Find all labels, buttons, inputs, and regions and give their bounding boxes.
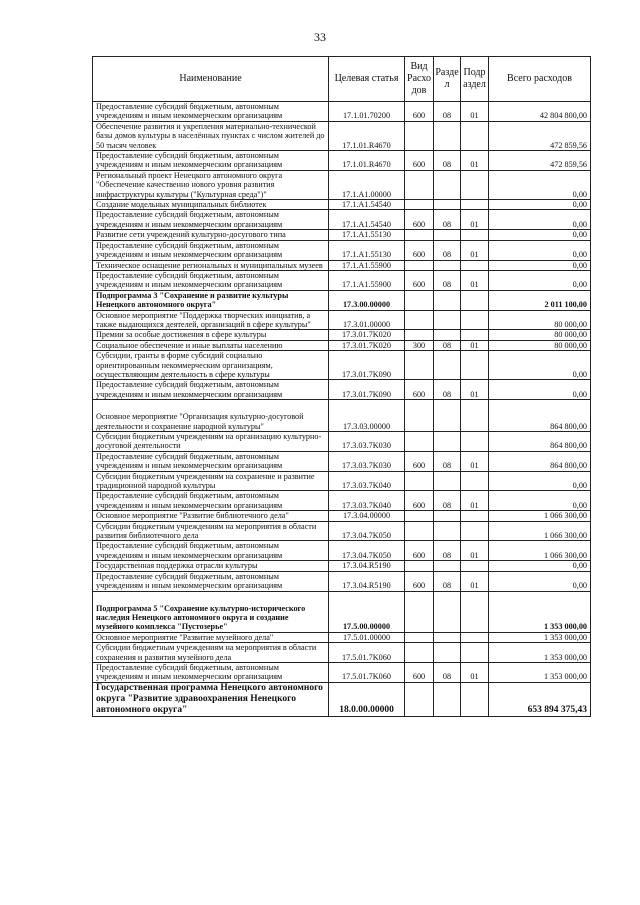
row-name-cell: Субсидии, гранты в форме субсидий социально ориентированным некоммерческим организациям, осуществляющим деятельность в сфере культуры xyxy=(93,351,329,380)
row-section-cell xyxy=(434,682,461,716)
row-target-article-cell: 17.3.03.7K040 xyxy=(329,491,405,511)
row-name-cell: Субсидии бюджетным учреждениям на мероприятия в области развития библиотечного дела xyxy=(93,521,329,541)
header-name: Наименование xyxy=(93,57,329,102)
row-subsection-cell xyxy=(461,471,489,491)
row-total-cell: 0,00 xyxy=(489,561,591,571)
table-row xyxy=(93,170,591,199)
row-name-cell: Региональный проект Ненецкого автономного округа "Обеспечение качественно нового уровня развития инфраструктуры культуры ("Культурная среда")" xyxy=(93,170,329,199)
row-subsection-cell: 01 xyxy=(461,662,489,682)
row-section-cell: 08 xyxy=(434,451,461,471)
row-target-article-cell: 17.3.03.7K030 xyxy=(329,451,405,471)
row-subsection-cell xyxy=(461,643,489,663)
table-row xyxy=(93,591,591,632)
row-subsection-cell xyxy=(461,511,489,521)
row-section-cell xyxy=(434,290,461,310)
row-subsection-cell: 01 xyxy=(461,240,489,260)
row-total-cell: 0,00 xyxy=(489,210,591,230)
row-subsection-cell xyxy=(461,121,489,150)
table-row xyxy=(93,290,591,310)
table-row xyxy=(93,102,591,122)
row-expense-type-cell: 600 xyxy=(405,210,434,230)
header-section: Разде л xyxy=(434,57,461,102)
table-row xyxy=(93,260,591,270)
row-target-article-cell: 17.1.A1.55900 xyxy=(329,270,405,290)
table-row xyxy=(93,121,591,150)
row-name-cell: Предоставление субсидий бюджетным, автономным учреждениям и иным некоммерческим организациям xyxy=(93,210,329,230)
row-subsection-cell xyxy=(461,230,489,240)
header-target-article: Целевая статья xyxy=(329,57,405,102)
row-name-cell: Предоставление субсидий бюджетным, автономным учреждениям и иным некоммерческим организациям xyxy=(93,541,329,561)
row-expense-type-cell xyxy=(405,591,434,632)
row-name-cell: Основное мероприятие "Организация культурно-досуговой деятельности и сохранение народной культуры" xyxy=(93,400,329,432)
row-section-cell xyxy=(434,230,461,240)
row-expense-type-cell xyxy=(405,632,434,642)
row-section-cell: 08 xyxy=(434,210,461,230)
table-row xyxy=(93,400,591,432)
table-row xyxy=(93,200,591,210)
row-subsection-cell xyxy=(461,521,489,541)
table-row xyxy=(93,340,591,350)
row-target-article-cell: 17.1.01.R4670 xyxy=(329,121,405,150)
table-row xyxy=(93,432,591,452)
row-name-cell: Обеспечение развития и укрепления материально-технической базы домов культуры в населённых пунктах с числом жителей до 50 тысяч человек xyxy=(93,121,329,150)
row-total-cell: 0,00 xyxy=(489,260,591,270)
row-subsection-cell: 01 xyxy=(461,380,489,400)
table-row xyxy=(93,662,591,682)
row-expense-type-cell xyxy=(405,200,434,210)
row-name-cell: Субсидии бюджетным учреждениям на организацию культурно-досуговой деятельности xyxy=(93,432,329,452)
row-subsection-cell xyxy=(461,682,489,716)
row-expense-type-cell: 600 xyxy=(405,240,434,260)
row-target-article-cell: 17.1.01.R4670 xyxy=(329,151,405,171)
table-row xyxy=(93,571,591,591)
table-row xyxy=(93,511,591,521)
table-row xyxy=(93,682,591,716)
row-expense-type-cell: 600 xyxy=(405,151,434,171)
table-row xyxy=(93,521,591,541)
row-expense-type-cell xyxy=(405,330,434,340)
row-expense-type-cell xyxy=(405,471,434,491)
row-target-article-cell: 17.3.04.R5190 xyxy=(329,571,405,591)
row-subsection-cell: 01 xyxy=(461,541,489,561)
row-total-cell: 80 000,00 xyxy=(489,340,591,350)
row-target-article-cell: 17.1.A1.55900 xyxy=(329,260,405,270)
row-name-cell: Предоставление субсидий бюджетным, автономным учреждениям и иным некоммерческим организациям xyxy=(93,151,329,171)
table-row xyxy=(93,330,591,340)
table-row xyxy=(93,643,591,663)
row-target-article-cell: 17.1.A1.55130 xyxy=(329,230,405,240)
row-expense-type-cell: 600 xyxy=(405,270,434,290)
row-total-cell: 1 353 000,00 xyxy=(489,643,591,663)
row-name-cell: Техническое оснащение региональных и муниципальных музеев xyxy=(93,260,329,270)
table-header-row xyxy=(93,57,591,102)
row-name-cell: Государственная поддержка отрасли культуры xyxy=(93,561,329,571)
table-row xyxy=(93,451,591,471)
row-target-article-cell: 17.5.01.7K060 xyxy=(329,643,405,663)
row-expense-type-cell xyxy=(405,290,434,310)
row-section-cell xyxy=(434,310,461,330)
row-subsection-cell xyxy=(461,170,489,199)
row-total-cell: 864 800,00 xyxy=(489,451,591,471)
row-section-cell: 08 xyxy=(434,380,461,400)
table-row xyxy=(93,561,591,571)
row-target-article-cell: 17.5.01.00000 xyxy=(329,632,405,642)
row-total-cell: 472 859,56 xyxy=(489,151,591,171)
row-target-article-cell: 17.5.00.00000 xyxy=(329,591,405,632)
row-subsection-cell: 01 xyxy=(461,102,489,122)
row-subsection-cell xyxy=(461,632,489,642)
row-total-cell: 472 859,56 xyxy=(489,121,591,150)
row-total-cell: 1 066 300,00 xyxy=(489,521,591,541)
row-expense-type-cell xyxy=(405,643,434,663)
row-subsection-cell: 01 xyxy=(461,340,489,350)
row-expense-type-cell: 600 xyxy=(405,380,434,400)
row-subsection-cell xyxy=(461,351,489,380)
row-name-cell: Государственная программа Ненецкого автономного округа "Развитие здравоохранения Ненецкого автономного округа" xyxy=(93,682,329,716)
row-total-cell: 80 000,00 xyxy=(489,310,591,330)
row-expense-type-cell: 600 xyxy=(405,571,434,591)
page-number: 33 xyxy=(314,30,326,44)
row-target-article-cell: 18.0.00.00000 xyxy=(329,682,405,716)
row-name-cell: Основное мероприятие "Развитие музейного дела" xyxy=(93,632,329,642)
row-name-cell: Предоставление субсидий бюджетным, автономным учреждениям и иным некоммерческим организациям xyxy=(93,662,329,682)
row-total-cell: 0,00 xyxy=(489,351,591,380)
table-row xyxy=(93,632,591,642)
row-section-cell xyxy=(434,170,461,199)
row-total-cell: 0,00 xyxy=(489,240,591,260)
row-expense-type-cell: 600 xyxy=(405,491,434,511)
row-expense-type-cell xyxy=(405,511,434,521)
row-total-cell: 0,00 xyxy=(489,230,591,240)
row-subsection-cell: 01 xyxy=(461,151,489,171)
row-name-cell: Премии за особые достижения в сфере культуры xyxy=(93,330,329,340)
row-name-cell: Предоставление субсидий бюджетным, автономным учреждениям и иным некоммерческим организациям xyxy=(93,240,329,260)
row-name-cell: Развитие сети учреждений культурно-досугового типа xyxy=(93,230,329,240)
row-subsection-cell xyxy=(461,591,489,632)
row-target-article-cell: 17.3.01.7K090 xyxy=(329,380,405,400)
row-section-cell xyxy=(434,121,461,150)
row-subsection-cell xyxy=(461,310,489,330)
row-subsection-cell xyxy=(461,200,489,210)
row-name-cell: Основное мероприятие "Поддержка творческих инициатив, а также выдающихся деятелей, организаций в сфере культуры" xyxy=(93,310,329,330)
row-name-cell: Предоставление субсидий бюджетным, автономным учреждениям и иным некоммерческим организациям xyxy=(93,270,329,290)
row-expense-type-cell xyxy=(405,432,434,452)
row-expense-type-cell: 300 xyxy=(405,340,434,350)
row-name-cell: Субсидии бюджетным учреждениям на сохранение и развитие традиционной народной культуры xyxy=(93,471,329,491)
row-total-cell: 864 800,00 xyxy=(489,400,591,432)
table-row xyxy=(93,270,591,290)
row-total-cell: 1 066 300,00 xyxy=(489,511,591,521)
table-row xyxy=(93,151,591,171)
row-expense-type-cell xyxy=(405,260,434,270)
row-target-article-cell: 17.3.01.7K020 xyxy=(329,330,405,340)
row-total-cell: 653 894 375,43 xyxy=(489,682,591,716)
row-total-cell: 864 800,00 xyxy=(489,432,591,452)
row-section-cell xyxy=(434,330,461,340)
table-row xyxy=(93,471,591,491)
table-row xyxy=(93,310,591,330)
table-row xyxy=(93,230,591,240)
row-target-article-cell: 17.3.04.R5190 xyxy=(329,561,405,571)
row-total-cell: 0,00 xyxy=(489,380,591,400)
row-expense-type-cell: 600 xyxy=(405,102,434,122)
row-subsection-cell: 01 xyxy=(461,451,489,471)
row-expense-type-cell xyxy=(405,230,434,240)
row-subsection-cell: 01 xyxy=(461,270,489,290)
header-expense-type: Вид Расхо дов xyxy=(405,57,434,102)
row-section-cell xyxy=(434,400,461,432)
table-row xyxy=(93,240,591,260)
row-expense-type-cell: 600 xyxy=(405,662,434,682)
row-target-article-cell: 17.3.03.7K040 xyxy=(329,471,405,491)
row-target-article-cell: 17.3.03.7K030 xyxy=(329,432,405,452)
row-section-cell xyxy=(434,561,461,571)
row-name-cell: Создание модельных муниципальных библиотек xyxy=(93,200,329,210)
row-target-article-cell: 17.3.04.7K050 xyxy=(329,541,405,561)
row-section-cell xyxy=(434,521,461,541)
row-section-cell: 08 xyxy=(434,151,461,171)
row-subsection-cell: 01 xyxy=(461,491,489,511)
row-section-cell xyxy=(434,200,461,210)
row-target-article-cell: 17.1.A1.54540 xyxy=(329,210,405,230)
row-total-cell: 0,00 xyxy=(489,170,591,199)
row-subsection-cell xyxy=(461,432,489,452)
row-section-cell: 08 xyxy=(434,571,461,591)
row-target-article-cell: 17.3.04.7K050 xyxy=(329,521,405,541)
row-total-cell: 1 066 300,00 xyxy=(489,541,591,561)
row-expense-type-cell xyxy=(405,310,434,330)
row-name-cell: Предоставление субсидий бюджетным, автономным учреждениям и иным некоммерческим организациям xyxy=(93,571,329,591)
row-expense-type-cell: 600 xyxy=(405,451,434,471)
row-name-cell: Предоставление субсидий бюджетным, автономным учреждениям и иным некоммерческим организациям xyxy=(93,102,329,122)
row-total-cell: 0,00 xyxy=(489,270,591,290)
header-subsection: Подр аздел xyxy=(461,57,489,102)
row-total-cell: 1 353 000,00 xyxy=(489,662,591,682)
row-expense-type-cell xyxy=(405,682,434,716)
row-section-cell xyxy=(434,632,461,642)
row-section-cell xyxy=(434,260,461,270)
row-section-cell xyxy=(434,351,461,380)
row-subsection-cell: 01 xyxy=(461,210,489,230)
row-name-cell: Подпрограмма 5 "Сохранение культурно-исторического наследия Ненецкого автономного округа и создание музейного комплекса "Пустозерье" xyxy=(93,591,329,632)
row-target-article-cell: 17.3.01.7K020 xyxy=(329,340,405,350)
row-expense-type-cell xyxy=(405,521,434,541)
row-name-cell: Предоставление субсидий бюджетным, автономным учреждениям и иным некоммерческим организациям xyxy=(93,451,329,471)
row-subsection-cell xyxy=(461,561,489,571)
row-total-cell: 2 011 100,00 xyxy=(489,290,591,310)
row-section-cell: 08 xyxy=(434,662,461,682)
row-name-cell: Предоставление субсидий бюджетным, автономным учреждениям и иным некоммерческим организациям xyxy=(93,491,329,511)
table-row xyxy=(93,351,591,380)
table-row xyxy=(93,541,591,561)
row-expense-type-cell xyxy=(405,121,434,150)
row-name-cell: Предоставление субсидий бюджетным, автономным учреждениям и иным некоммерческим организациям xyxy=(93,380,329,400)
row-target-article-cell: 17.1.A1.55130 xyxy=(329,240,405,260)
row-target-article-cell: 17.1.01.70200 xyxy=(329,102,405,122)
row-subsection-cell: 01 xyxy=(461,571,489,591)
row-name-cell: Социальное обеспечение и иные выплаты населению xyxy=(93,340,329,350)
row-total-cell: 42 804 800,00 xyxy=(489,102,591,122)
row-expense-type-cell: 600 xyxy=(405,541,434,561)
table-row xyxy=(93,380,591,400)
row-section-cell: 08 xyxy=(434,240,461,260)
row-section-cell: 08 xyxy=(434,102,461,122)
row-section-cell: 08 xyxy=(434,541,461,561)
row-section-cell xyxy=(434,471,461,491)
row-section-cell: 08 xyxy=(434,491,461,511)
row-total-cell: 0,00 xyxy=(489,200,591,210)
row-target-article-cell: 17.5.01.7K060 xyxy=(329,662,405,682)
row-target-article-cell: 17.3.01.00000 xyxy=(329,310,405,330)
row-target-article-cell: 17.1.A1.00000 xyxy=(329,170,405,199)
row-name-cell: Основное мероприятие "Развитие библиотечного дела" xyxy=(93,511,329,521)
row-total-cell: 80 000,00 xyxy=(489,330,591,340)
row-section-cell: 08 xyxy=(434,340,461,350)
row-expense-type-cell xyxy=(405,400,434,432)
row-target-article-cell: 17.3.04.00000 xyxy=(329,511,405,521)
header-total-expenses: Всего расходов xyxy=(489,57,591,102)
row-name-cell: Подпрограмма 3 "Сохранение и развитие культуры Ненецкого автономного округа" xyxy=(93,290,329,310)
row-total-cell: 0,00 xyxy=(489,491,591,511)
row-total-cell: 0,00 xyxy=(489,471,591,491)
row-target-article-cell: 17.3.00.00000 xyxy=(329,290,405,310)
row-expense-type-cell xyxy=(405,351,434,380)
row-subsection-cell xyxy=(461,260,489,270)
row-section-cell xyxy=(434,643,461,663)
row-section-cell xyxy=(434,432,461,452)
row-section-cell xyxy=(434,591,461,632)
row-name-cell: Субсидии бюджетным учреждениям на мероприятия в области сохранения и развития музейного дела xyxy=(93,643,329,663)
row-expense-type-cell xyxy=(405,561,434,571)
row-subsection-cell xyxy=(461,400,489,432)
row-section-cell: 08 xyxy=(434,270,461,290)
row-section-cell xyxy=(434,511,461,521)
table-row xyxy=(93,491,591,511)
row-expense-type-cell xyxy=(405,170,434,199)
row-target-article-cell: 17.3.01.7K090 xyxy=(329,351,405,380)
row-total-cell: 0,00 xyxy=(489,571,591,591)
table-row xyxy=(93,210,591,230)
row-target-article-cell: 17.3.03.00000 xyxy=(329,400,405,432)
row-target-article-cell: 17.1.A1.54540 xyxy=(329,200,405,210)
row-subsection-cell xyxy=(461,330,489,340)
row-subsection-cell xyxy=(461,290,489,310)
row-total-cell: 1 353 000,00 xyxy=(489,632,591,642)
budget-table xyxy=(92,56,591,717)
row-total-cell: 1 353 000,00 xyxy=(489,591,591,632)
